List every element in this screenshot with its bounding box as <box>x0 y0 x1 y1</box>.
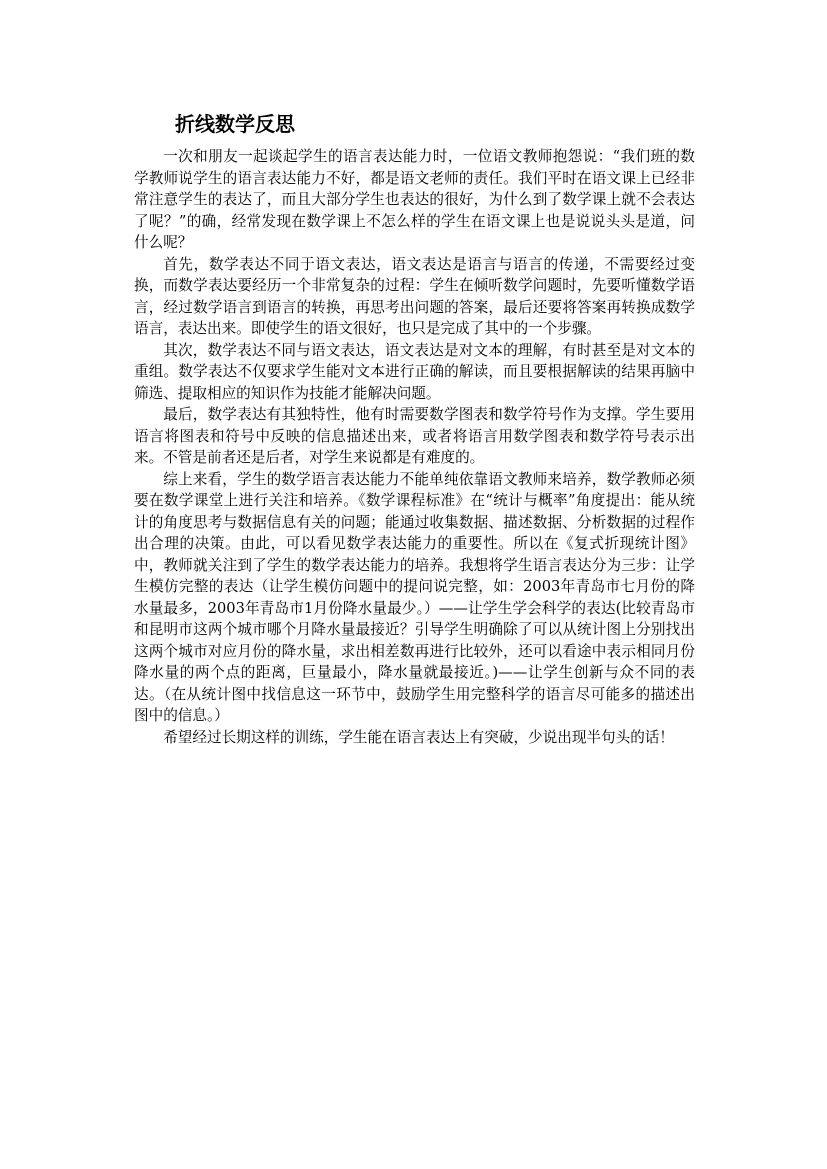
document-body <box>134 146 695 748</box>
paragraph-5: 综上来看，学生的数学语言表达能力不能单纯依靠语文教师来培养，数学教师必须要在数学课堂上进行关注和培养。《数学课程标准》在“统计与概率”角度提出：能从统计的角度思考与数据信息有关的问题；能通过收集数据、描述数据、分析数据的过程作出合理的决策。由此，可以看见数学表达能力的重要性。所以在《复式折现统计图》中，教师就关注到了学生的数学表达能力的培养。我想将学生语言表达分为三步：让学生模仿完整的表达（让学生模仿问题中的提问说完整，如：2003年青岛市七月份的降水量最多，2003年青岛市1月份降水量最少。）——让学生学会科学的表达(比较青岛市和昆明市这两个城市哪个月降水量最接近？引导学生明确除了可以从统计图上分别找出这两个城市对应月份的降水量，求出相差数再进行比较外，还可以看途中表示相同月份降水量的两个点的距离，巨量最小，降水量就最接近。)——让学生创新与众不同的表达。（在从统计图中找信息这一环节中，鼓励学生用完整科学的语言尽可能多的描述出图中的信息。） <box>134 470 695 724</box>
paragraph-4: 最后，数学表达有其独特性，他有时需要数学图表和数学符号作为支撑。学生要用语言将图表和符号中反映的信息描述出来，或者将语言用数学图表和数学符号表示出来。不管是前者还是后者，对学生来说都是有难度的。 <box>134 406 695 466</box>
paragraph-3: 其次，数学表达不同与语文表达，语文表达是对文本的理解，有时甚至是对文本的重组。数学表达不仅要求学生能对文本进行正确的解读，而且要根据解读的结果再脑中筛选、提取相应的知识作为技能才能解决问题。 <box>134 341 695 402</box>
paragraph-1: 一次和朋友一起谈起学生的语言表达能力时，一位语文教师抱怨说：“我们班的数学教师说学生的语言表达能力不好，都是语文老师的责任。我们平时在语文课上已经非常注意学生的表达了，而且大部分学生也表达的很好，为什么到了数学课上就不会表达了呢？”的确，经常发现在数学课上不怎么样的学生在语文课上也是说说头头是道，问什么呢？ <box>134 148 695 251</box>
paragraph-6: 希望经过长期这样的训练，学生能在语言表达上有突破，少说出现半句头的话！ <box>163 728 674 746</box>
document-title: 折线数学反思 <box>175 112 295 136</box>
paragraph-2: 首先，数学表达不同于语文表达，语文表达是语言与语言的传递，不需要经过变换，而数学表达要经历一个非常复杂的过程：学生在倾听数学问题时，先要听懂数学语言，经过数学语言到语言的转换，再思考出问题的答案，最后还要将答案再转换成数学语言，表达出来。即使学生的语文很好，也只是完成了其中的一个步骤。 <box>134 255 695 337</box>
